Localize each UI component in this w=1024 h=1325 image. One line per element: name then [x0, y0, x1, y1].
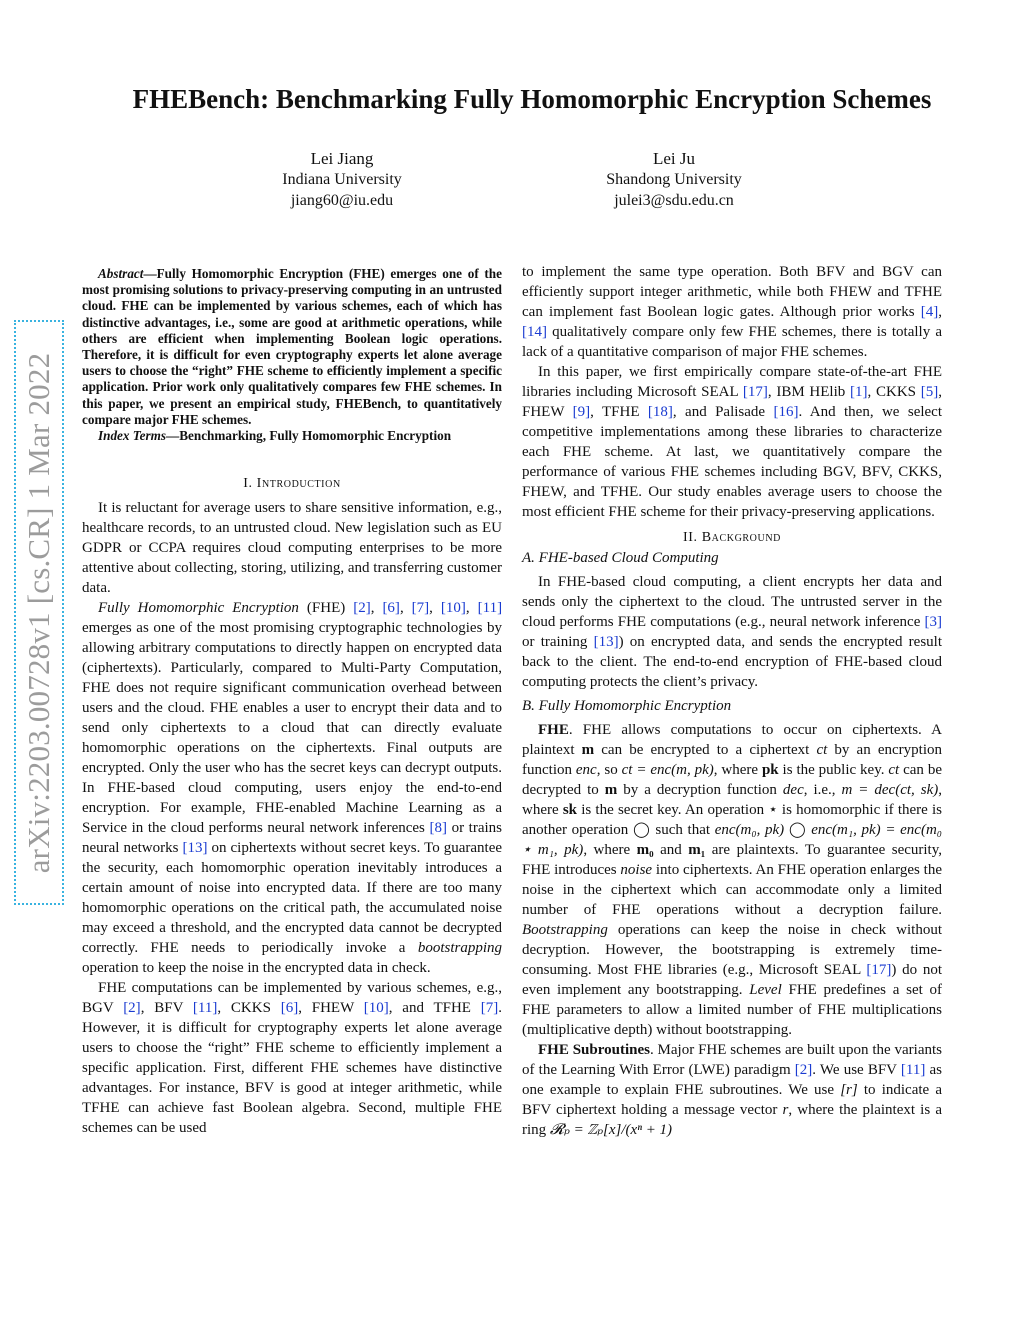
math-equation: 𝓡ₚ = ℤₚ[x]/(xⁿ + 1) — [549, 1122, 673, 1138]
body-text: can be encrypted to a ciphertext — [594, 742, 817, 758]
body-text: such that — [650, 822, 715, 838]
body-text: , where — [522, 782, 942, 818]
body-text: . FHE allows computations to occur on ciphertexts. A plaintext — [522, 722, 942, 758]
author-affiliation: Shandong University — [606, 171, 742, 188]
citation-link[interactable]: [16] — [773, 404, 799, 420]
math-symbol: r — [782, 1102, 789, 1118]
body-text: . Major FHE schemes are built upon the variants of the Learning With Error (LWE) paradigm — [522, 1042, 942, 1078]
body-text: is homomorphic if there is another operation — [522, 802, 942, 838]
citation-link[interactable]: [3] — [924, 614, 942, 630]
background-paragraph-1 — [522, 572, 942, 692]
intro-paragraph-2: Fully Homomorphic Encryption (FHE) [2], [6], [7], [10], [11] emerges as one of the most promising cryptographic technologies by allowing arbitrary computations to directly happen on encrypted data (ciphertexts). Particularly, compared to Multi-Party Computation, FHE does not require significant communication overhead between users and the cloud. FHE enables a user to encrypt their data and to send only ciphertexts to a cloud that can directly evaluate homomorphic operations on the ciphertexts. Final outputs are encrypted. Only the user who has the secret keys can decrypt outputs. In FHE-based cloud computing, users enjoy the end-to-end encryption. For example, FHE-enabled Machine Learning as a Service in the cloud performs neural network inferences [8] or trains neural networks [13] on ciphertexts without secret keys. To guarantee the security, each homomorphic operation inevitably introduces a certain amount of noise into encrypted data. If there are too many homomorphic operations on the critical path, the accumulated noise may exceed a threshold, and the encrypted data cannot be decrypted correctly. FHE needs to periodically invoke a bootstrapping operation to keep the noise in the encrypted data in check. — [82, 600, 503, 977]
body-text: emerges as one of the most promising cryptographic technologies by allowing arbitrary computations to directly happen on encrypted data (ciphertexts). Particularly, compared to Multi-Party Computation, FHE does not require significant communication overhead between users and the cloud. FHE enables a user to encrypt their data and to send only ciphertexts to a cloud that can directly evaluate homomorphic operations on the ciphertexts. Final outputs are encrypted. Only the user who has the secret keys can decrypt outputs. In FHE-based cloud computing, users enjoy the end-to-end encryption. For example, FHE-enabled Machine Learning as a Service in the cloud performs neural network inferences — [82, 620, 502, 837]
author-block — [212, 148, 472, 211]
right-paragraph-1: to implement the same type operation. Both BFV and BGV can efficiently support integer arithmetic, while both FHEW and TFHE can implement fast Boolean logic gates. Although prior works [4], [14] qualitatively compare only few FHE schemes, there is totally a lack of a quantitative comparison of major FHE schemes. — [522, 264, 942, 360]
right-column — [522, 262, 942, 1140]
subsection-heading-b: B. Fully Homomorphic Encryption — [522, 698, 732, 714]
body-text: are plaintexts. To guarantee security, FHE introduces — [522, 842, 942, 878]
abstract-text: Fully Homomorphic Encryption (FHE) emerges one of the most promising solutions to privacy-preserving computing in an untrusted cloud. FHE can be implemented by various schemes, each of which has distinctive advantages, i.e., some are good at arithmetic operations, while others are efficient when implementing Boolean logic operations. Therefore, it is difficult for even cryptography experts let alone average users to choose the “right” FHE scheme to efficiently implement a specific application. Prior work only qualitatively compares few FHE schemes. In this paper, we present an empirical study, FHEBench, to quantitatively compare major FHE schemes. — [82, 266, 502, 427]
body-text: ) do not even implement any bootstrapping. — [522, 962, 942, 998]
citation-link[interactable]: [10] — [440, 600, 466, 617]
body-text: operations can keep the noise in check without decryption. However, the bootstrapping is extremely time-consuming. Most FHE libraries (e.g., Microsoft SEAL — [522, 922, 942, 978]
body-text: . We use BFV — [812, 1062, 901, 1078]
body-text: , FHEW — [298, 1000, 364, 1017]
body-text: , and Palisade — [672, 404, 774, 420]
citation-link[interactable]: [14] — [522, 324, 547, 340]
right-paragraph-2 — [522, 362, 942, 522]
body-text: , CKKS — [867, 384, 921, 400]
section-heading-introduction: I. Introduction — [243, 476, 341, 492]
arxiv-stamp[interactable] — [14, 320, 64, 905]
body-text: , CKKS — [217, 1000, 281, 1017]
emphasis-text: noise — [620, 862, 653, 878]
citation-link[interactable]: [17] — [742, 384, 768, 400]
body-text: or training — [522, 634, 594, 650]
math-symbol: m₁ — [688, 842, 706, 858]
math-equation: ct = enc(m, pk) — [621, 762, 714, 778]
body-text: , FHEW — [522, 384, 942, 420]
paragraph-lead: FHE — [538, 722, 569, 738]
citation-link[interactable]: [2] — [353, 600, 371, 617]
body-text: by an encryption function — [522, 742, 942, 778]
body-text: , i.e., — [803, 782, 842, 798]
citation-link[interactable]: [17] — [866, 962, 892, 978]
subroutines-paragraph — [522, 1040, 942, 1140]
body-text: , where — [583, 842, 637, 858]
citation-link[interactable]: [9] — [572, 404, 591, 420]
fhe-paragraph — [522, 720, 942, 1040]
math-symbol: ct — [888, 762, 900, 778]
author-name: Lei Ju — [652, 149, 696, 168]
body-text: , and TFHE — [388, 1000, 481, 1017]
body-text: . And then, we select competitive implementations among these libraries to characterize each FHE scheme. At last, we quantitatively compare the performance of various FHE schemes including BGV, BFV, CKKS, FHEW, and TFHE. Our study enables average users to choose the most efficient FHE scheme for their privacy-preserving applications. — [522, 404, 942, 520]
body-text: FHE predefines a set of FHE parameters to allow a limited number of FHE multiplications (multiplicative depth) without bootstrapping. — [522, 982, 942, 1038]
math-symbol: pk — [761, 762, 779, 778]
citation-link[interactable]: [10] — [363, 1000, 389, 1017]
math-symbol: [r] — [840, 1082, 858, 1098]
body-text: into ciphertexts. An FHE operation enlarges the noise in the ciphertext which can accommodate only a limited number of FHE operations without a decryption failure. — [522, 862, 942, 918]
emphasis-text: Fully Homomorphic Encryption — [98, 600, 299, 617]
math-symbol: m₀ — [636, 842, 654, 858]
body-text: , where the plaintext is a ring — [522, 1102, 942, 1138]
body-text: ) on encrypted data, and sends the encrypted result back to the client. The end-to-end encryption of FHE-based cloud computing protects the client’s privacy. — [522, 634, 942, 690]
body-text: is the secret key. An operation — [577, 802, 769, 818]
intro-paragraph-3 — [82, 978, 502, 1138]
math-symbol: ct — [816, 742, 828, 758]
author-email[interactable]: jiang60@iu.edu — [290, 192, 394, 209]
citation-link[interactable]: [11] — [192, 1000, 218, 1017]
arxiv-stamp-text: arXiv:2203.00728v1 [cs.CR] 1 Mar 2022 — [21, 352, 56, 873]
body-text: . However, it is difficult for cryptography experts let alone average users to choose the “right” FHE scheme to efficiently implement a specific application. First, different FHE schemes have distinctive advantages. For instance, BFV is good at integer arithmetic, while TFHE can achieve fast Boolean algebra. Second, multiple FHE schemes can be used — [82, 1000, 502, 1137]
abstract: Abstract—Fully Homomorphic Encryption (FHE) emerges one of the most promising solutions to privacy-preserving computing in an untrusted cloud. FHE can be implemented by various schemes, each of which has distinctive advantages, i.e., some are good at arithmetic operations, while others are efficient when implementing Boolean logic operations. Therefore, it is difficult for even cryptography experts let alone average users to choose the “right” FHE scheme to efficiently implement a specific application. Prior work only qualitatively compares few FHE schemes. In this paper, we present an empirical study, FHEBench, to quantitatively compare major FHE schemes. — [82, 266, 502, 427]
citation-link[interactable]: [4] — [920, 304, 939, 320]
math-symbol: m — [581, 742, 595, 758]
body-text: to indicate a BFV ciphertext holding a message vector — [522, 1082, 942, 1118]
body-text: as one example to explain FHE subroutines. We use — [522, 1062, 942, 1098]
emphasis-text: Bootstrapping — [522, 922, 608, 938]
intro-paragraph-1: It is reluctant for average users to share sensitive information, e.g., healthcare records, to an untrusted cloud. New legislation such as EU GDPR or CCPA requires cloud computing enterprises to be more attentive about collecting, storing, utilizing, and transferring customer data. — [82, 500, 502, 597]
citation-link[interactable]: [11] — [477, 600, 503, 617]
body-text: qualitatively compare only few FHE schemes, there is totally a lack of a quantitative comparison of major FHE schemes. — [522, 324, 942, 360]
index-terms-text: Benchmarking, Fully Homomorphic Encryption — [179, 428, 452, 444]
index-terms-label: Index Terms — [98, 428, 167, 444]
math-symbol: ◯ — [632, 822, 651, 838]
body-text: , IBM HElib — [767, 384, 850, 400]
author-name: Lei Jiang — [310, 149, 374, 168]
body-text: can be decrypted to — [522, 762, 942, 798]
abstract-label: Abstract — [98, 266, 144, 281]
body-text: , TFHE — [590, 404, 648, 420]
math-equation: m = dec(ct, sk) — [841, 782, 939, 798]
citation-link[interactable]: [2] — [123, 1000, 141, 1017]
body-text: is the public key. — [778, 762, 889, 778]
body-text: , so — [596, 762, 622, 778]
math-symbol: sk — [562, 802, 578, 818]
citation-link[interactable]: [6] — [280, 1000, 299, 1017]
body-text: to implement the same type operation. Both BFV and BGV can efficiently support integer arithmetic, while both FHEW and TFHE can implement fast Boolean logic gates. Although prior works — [522, 264, 942, 320]
section-heading-background: II. Background — [683, 530, 781, 545]
citation-link[interactable]: [8] — [429, 820, 447, 837]
citation-link[interactable]: [5] — [920, 384, 939, 400]
body-text: or trains neural networks — [82, 820, 502, 857]
paper-title: FHEBench: Benchmarking Fully Homomorphic Encryption Schemes — [132, 84, 932, 114]
body-text: , where — [713, 762, 762, 778]
left-column — [82, 262, 502, 1138]
paragraph-lead: FHE Subroutines — [538, 1042, 650, 1058]
citation-link[interactable]: [1] — [850, 384, 868, 400]
math-equation: enc(m₀, pk) ◯ enc(m₁, pk) = enc(m₀ ⋆ m₁, pk) — [522, 822, 942, 858]
emphasis-text: bootstrapping — [417, 940, 502, 957]
citation-link[interactable]: [13] — [593, 634, 619, 650]
body-text: on ciphertexts without secret keys. To guarantee the security, each homomorphic operation inevitably introduces a certain amount of noise into encrypted data. If there are too many homomorphic operations on the critical path, the accumulated noise may exceed a threshold, and the encrypted data cannot be decrypted correctly. FHE needs to periodically invoke a — [82, 840, 503, 957]
author-email[interactable]: julei3@sdu.edu.cn — [614, 192, 734, 209]
math-symbol: dec — [782, 782, 804, 798]
subsection-heading-a: A. FHE-based Cloud Computing — [522, 550, 719, 566]
math-symbol: enc — [575, 762, 597, 778]
body-text: FHE computations can be implemented by various schemes, e.g., BGV — [82, 980, 502, 1017]
math-symbol: ⋆ — [768, 802, 778, 818]
body-text: (FHE) — [298, 600, 354, 617]
body-text: operation to keep the noise in the encrypted data in check. — [82, 960, 431, 977]
citation-link[interactable]: [11] — [900, 1062, 926, 1078]
index-terms: Index Terms—Benchmarking, Fully Homomorphic Encryption — [98, 428, 452, 444]
citation-link[interactable]: [18] — [647, 404, 673, 420]
author-block — [544, 148, 804, 211]
body-text: by a decryption function — [617, 782, 783, 798]
citation-link[interactable]: [6] — [382, 600, 400, 617]
citation-link[interactable]: [7] — [411, 600, 430, 617]
body-text: In FHE-based cloud computing, a client encrypts her data and sends only the ciphertext to the cloud. The untrusted server in the cloud performs FHE computations (e.g., neural network inference — [522, 574, 942, 630]
body-text: In this paper, we first empirically compare state-of-the-art FHE libraries including Microsoft SEAL — [522, 364, 942, 400]
citation-link[interactable]: [2] — [794, 1062, 813, 1078]
body-text: and — [653, 842, 689, 858]
citation-link[interactable]: [7] — [480, 1000, 499, 1017]
citation-link[interactable]: [13] — [182, 840, 208, 857]
body-text: , BFV — [140, 1000, 193, 1017]
emphasis-text: Level — [749, 982, 782, 998]
math-symbol: m — [604, 782, 618, 798]
author-affiliation: Indiana University — [282, 171, 402, 188]
